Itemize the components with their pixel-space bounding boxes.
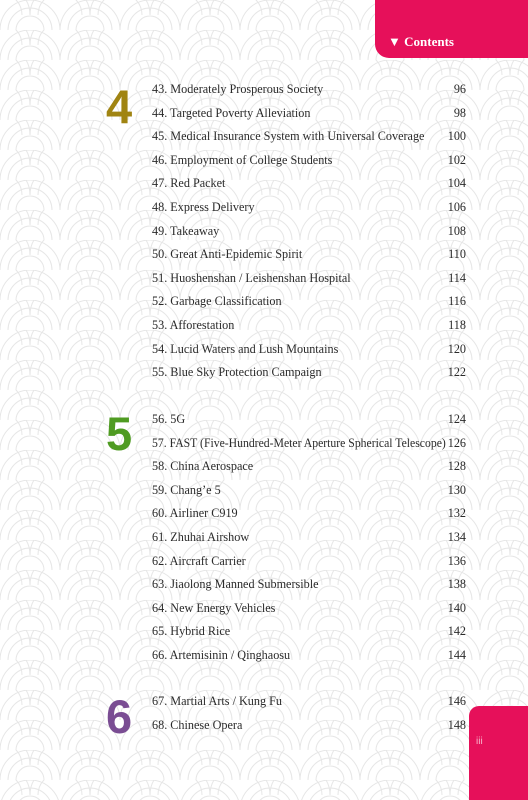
chapter-number-4: 4 [106, 80, 133, 133]
chapter-number-5: 5 [106, 407, 133, 460]
toc-entry-title: 44. Targeted Poverty Alleviation [152, 105, 311, 120]
toc-entry[interactable] [152, 340, 466, 358]
toc-entry-page: 132 [447, 506, 466, 521]
toc-entry[interactable] [152, 292, 466, 310]
toc-entry-page: 126 [447, 435, 466, 450]
toc-entry[interactable] [152, 363, 466, 381]
toc-entry-page: 110 [448, 247, 466, 262]
toc-entry[interactable] [152, 316, 466, 334]
toc-entry-title: 55. Blue Sky Protection Campaign [152, 365, 322, 380]
toc-entry-page: 102 [447, 152, 466, 167]
toc-entry-title: 59. Chang’e 5 [152, 482, 221, 497]
toc-entry[interactable] [152, 104, 466, 122]
toc-entry-page: 138 [447, 577, 466, 592]
toc-entry-page: 106 [447, 200, 466, 214]
toc-entry-title: 49. Takeaway [152, 223, 220, 238]
toc-entry-title: 60. Airliner C919 [152, 506, 238, 521]
toc-entry-page: 96 [453, 82, 466, 96]
toc-entry[interactable] [152, 481, 466, 499]
toc-entry[interactable] [152, 410, 466, 428]
toc-entry[interactable] [152, 151, 466, 169]
toc-entry[interactable] [152, 692, 466, 710]
toc-entry[interactable] [152, 245, 466, 263]
toc-entry-page: 148 [447, 717, 466, 732]
toc-entry-page: 130 [447, 482, 466, 497]
toc-entry-title: 65. Hybrid Rice [152, 624, 231, 639]
toc-entry-title: 46. Employment of College Students [152, 152, 333, 167]
toc-entry-page: 146 [447, 694, 466, 708]
toc-entry[interactable] [152, 504, 466, 522]
toc-entry[interactable] [152, 269, 466, 287]
toc-entry-page: 136 [447, 553, 466, 568]
toc-entry-page: 140 [447, 600, 466, 615]
triangle-down-icon: ▼ [388, 34, 401, 49]
toc-entry-title: 62. Aircraft Carrier [152, 553, 246, 568]
chapter-number-6: 6 [106, 690, 133, 743]
toc-entry-page: 120 [447, 341, 466, 356]
toc-entry-page: 122 [447, 365, 466, 380]
toc-entry-page: 114 [448, 270, 466, 285]
toc-entry[interactable] [152, 174, 466, 192]
toc-entry-page: 144 [447, 648, 466, 662]
toc-entry[interactable] [152, 222, 466, 240]
toc-entry[interactable] [152, 716, 466, 734]
contents-label [388, 34, 454, 50]
toc-entry-title: 54. Lucid Waters and Lush Mountains [152, 341, 339, 356]
toc-entry-title: 52. Garbage Classification [152, 294, 282, 309]
toc-entry-title: 68. Chinese Opera [152, 717, 243, 732]
toc-entry[interactable] [152, 434, 466, 452]
toc-entry-title: 63. Jiaolong Manned Submersible [152, 577, 319, 592]
toc-entry-title: 57. FAST (Five-Hundred-Meter Aperture Spherical Telescope) [152, 435, 446, 450]
toc-entry[interactable] [152, 457, 466, 475]
toc-entry-title: 67. Martial Arts / Kung Fu [152, 694, 282, 708]
toc-entry-title: 53. Afforestation [152, 318, 235, 332]
toc-entry[interactable] [152, 198, 466, 216]
page-tab [469, 706, 528, 800]
toc-entry-title: 48. Express Delivery [152, 200, 255, 214]
toc-entry-title: 43. Moderately Prosperous Society [152, 82, 324, 96]
toc-entry[interactable] [152, 80, 466, 98]
toc-entry-title: 61. Zhuhai Airshow [152, 530, 250, 544]
toc-entry-title: 47. Red Packet [152, 176, 226, 191]
toc-entry[interactable] [152, 599, 466, 617]
toc-entry-title: 45. Medical Insurance System with Universal Coverage [152, 129, 425, 144]
toc-entry-page: 116 [448, 294, 466, 309]
contents-title: Contents [404, 34, 454, 49]
toc-entry-page: 134 [447, 530, 466, 544]
toc-entry[interactable] [152, 552, 466, 570]
toc-entry-page: 118 [448, 318, 466, 332]
toc-entry-page: 128 [447, 459, 466, 474]
page-number: iii [476, 736, 483, 747]
toc-entry[interactable] [152, 646, 466, 664]
toc-entry-title: 51. Huoshenshan / Leishenshan Hospital [152, 270, 351, 285]
toc-entry[interactable] [152, 528, 466, 546]
toc-entry-title: 58. China Aerospace [152, 459, 254, 474]
toc-entry-title: 56. 5G [152, 412, 186, 426]
toc-entry-page: 104 [447, 176, 466, 191]
toc-entry-title: 64. New Energy Vehicles [152, 600, 276, 615]
toc-entry-page: 108 [447, 223, 466, 238]
toc-entry-page: 100 [447, 129, 466, 144]
toc-entry[interactable] [152, 127, 466, 145]
toc-entry[interactable] [152, 575, 466, 593]
toc-entry-page: 142 [447, 624, 466, 639]
toc-entry-title: 50. Great Anti-Epidemic Spirit [152, 247, 303, 262]
toc-entry-page: 98 [453, 105, 466, 120]
toc-entry-title: 66. Artemisinin / Qinghaosu [152, 648, 291, 662]
toc-entry[interactable] [152, 622, 466, 640]
toc-entry-page: 124 [447, 412, 466, 426]
